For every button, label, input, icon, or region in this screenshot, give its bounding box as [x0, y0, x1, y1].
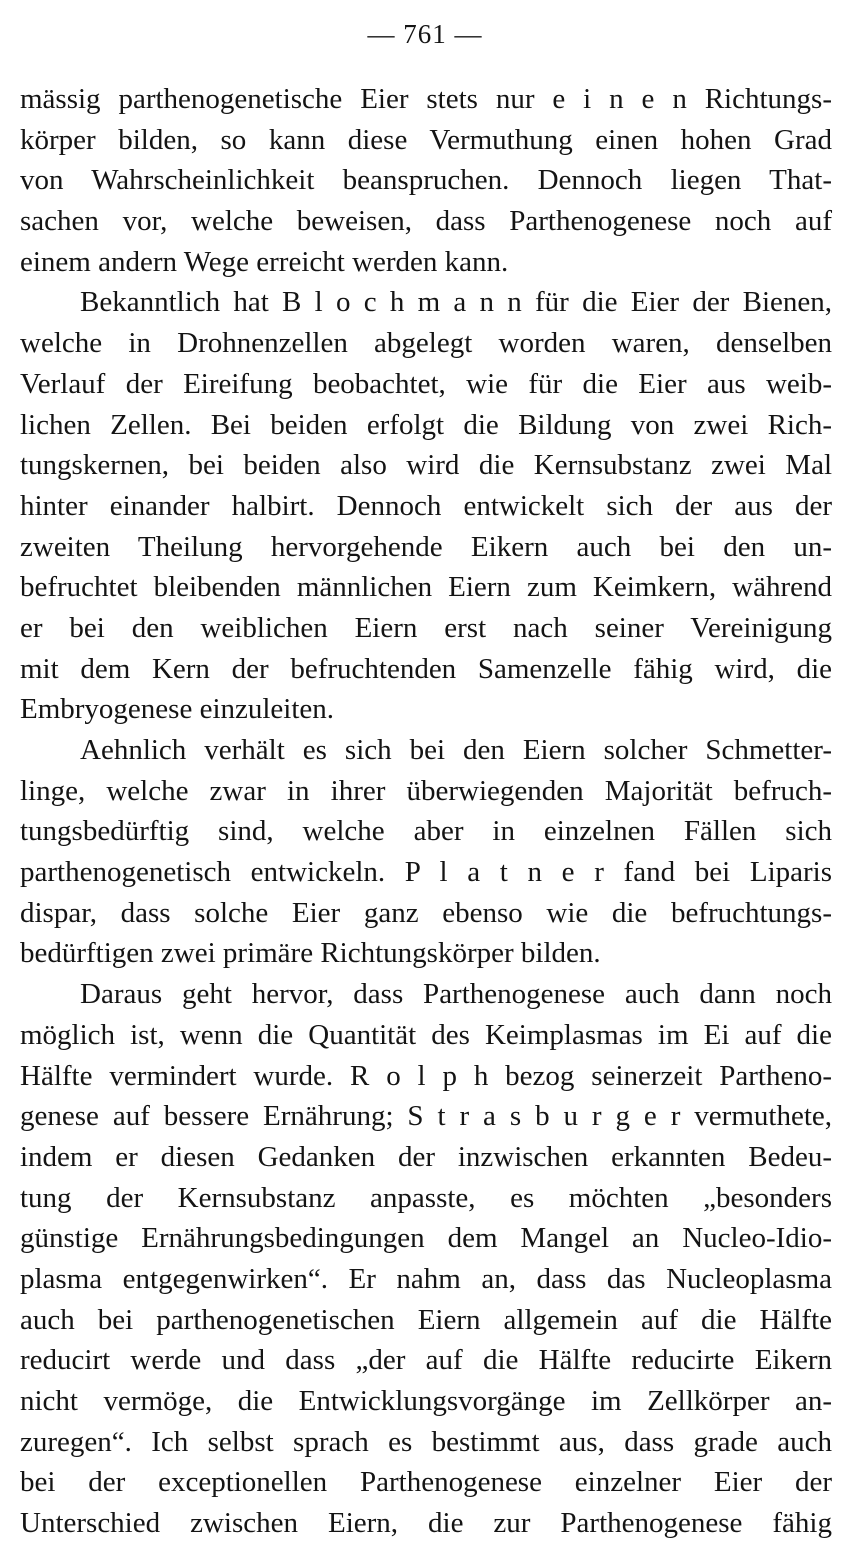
- text-line: dispar, dass solche Eier ganz ebenso wie die befruchtungs-: [20, 896, 832, 929]
- text-line: linge, welche zwar in ihrer überwiegenden Majorität befruch-: [20, 774, 832, 807]
- text-line: Daraus geht hervor, dass Parthenogenese auch dann noch: [80, 978, 832, 1011]
- text-line: welche in Drohnenzellen abgelegt worden waren, denselben: [20, 327, 832, 360]
- text-line: von Wahrscheinlichkeit beanspruchen. Dennoch liegen That-: [20, 164, 832, 197]
- text-line: nicht vermöge, die Entwicklungsvorgänge im Zellkörper an-: [20, 1385, 832, 1417]
- text-line: genese auf bessere Ernährung; S t r a s b u r g e r vermuthete,: [20, 1100, 832, 1133]
- text-line: Verlauf der Eireifung beobachtet, wie für die Eier aus weib-: [20, 367, 832, 400]
- text-line: bei der exceptionellen Parthenogenese einzelner Eier der: [20, 1466, 832, 1499]
- text-line: bedürftigen zwei primäre Richtungskörper bilden.: [20, 937, 601, 970]
- text-line: Aehnlich verhält es sich bei den Eiern solcher Schmetter-: [80, 734, 832, 766]
- text-line: parthenogenetisch entwickeln. P l a t n e r fand bei Liparis: [20, 856, 832, 889]
- text-line: tung der Kernsubstanz anpasste, es möchten „besonders: [20, 1181, 832, 1214]
- text-line: Embryogenese einzuleiten.: [20, 693, 335, 726]
- text-line: Bekanntlich hat B l o c h m a n n für die Eier der Bienen,: [80, 286, 832, 319]
- text-line: möglich ist, wenn die Quantität des Keimplasmas im Ei auf die: [20, 1018, 832, 1051]
- text-line: befruchtet bleibenden männlichen Eiern zum Keimkern, während: [20, 571, 832, 604]
- text-line: einem andern Wege erreicht werden kann.: [20, 245, 509, 278]
- text-line: mit dem Kern der befruchtenden Samenzelle fähig wird, die: [20, 652, 832, 685]
- text-line: plasma entgegenwirken“. Er nahm an, dass das Nucleoplasma: [20, 1262, 832, 1295]
- text-line: körper bilden, so kann diese Vermuthung einen hohen Grad: [20, 123, 832, 156]
- text-line: günstige Ernährungsbedingungen dem Mangel an Nucleo-Idio-: [20, 1222, 832, 1255]
- text-line: tungskernen, bei beiden also wird die Kernsubstanz zwei Mal: [20, 449, 832, 482]
- page-number: — 761 —: [367, 19, 483, 49]
- text-line: zuregen“. Ich selbst sprach es bestimmt aus, dass grade auch: [20, 1425, 832, 1458]
- text-line: hinter einander halbirt. Dennoch entwickelt sich der aus der: [20, 489, 832, 522]
- text-line: lichen Zellen. Bei beiden erfolgt die Bildung von zwei Rich-: [20, 408, 832, 441]
- text-line: zweiten Theilung hervorgehende Eikern auch bei den un-: [20, 530, 832, 563]
- text-line: sachen vor, welche beweisen, dass Parthenogenese noch auf: [20, 205, 832, 238]
- text-line: indem er diesen Gedanken der inzwischen erkannten Bedeu-: [20, 1140, 832, 1173]
- text-line: reducirt werde und dass „der auf die Hälfte reducirte Eikern: [20, 1344, 832, 1377]
- text-line: er bei den weiblichen Eiern erst nach seiner Vereinigung: [20, 611, 832, 644]
- text-line: tungsbedürftig sind, welche aber in einzelnen Fällen sich: [20, 815, 832, 848]
- text-line: Unterschied zwischen Eiern, die zur Parthenogenese fähig: [20, 1507, 832, 1540]
- text-line: mässig parthenogenetische Eier stets nur e i n e n Richtungs-: [20, 83, 832, 115]
- text-line: auch bei parthenogenetischen Eiern allgemein auf die Hälfte: [20, 1303, 832, 1336]
- text-line: Hälfte vermindert wurde. R o l p h bezog seinerzeit Partheno-: [20, 1059, 832, 1092]
- body-text: [20, 79, 832, 1544]
